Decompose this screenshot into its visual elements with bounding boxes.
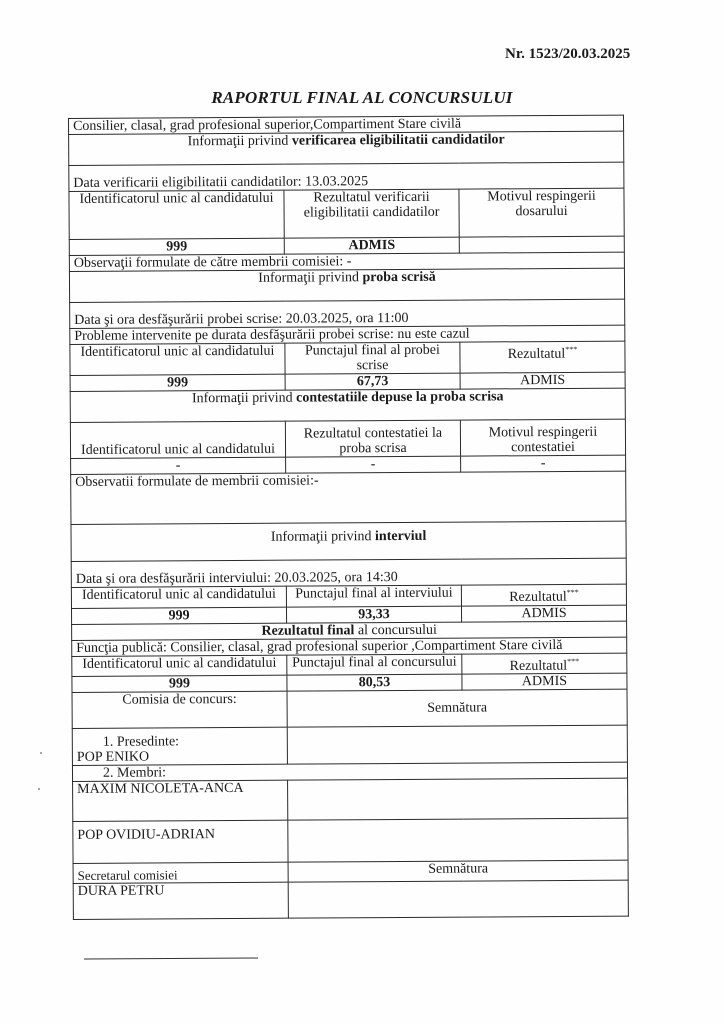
document-number: Nr. 1523/20.03.2025: [505, 46, 631, 62]
members-label: 2. Membri:: [72, 762, 627, 781]
column-header: Identificatorul unic al candidatului: [70, 343, 285, 375]
member-name: POP OVIDIU-ADRIAN: [73, 820, 288, 863]
candidate-id: -: [71, 457, 286, 474]
column-header: Rezultatul***: [461, 584, 626, 606]
secretary-name: DURA PETRU: [73, 882, 288, 919]
column-header: Punctajul final al concursului: [287, 654, 462, 676]
position-line: Consilier, clasal, grad profesional superior,Compartiment Stare civilă: [69, 115, 624, 134]
report-table-container: [68, 115, 628, 921]
candidate-id: 999: [69, 238, 284, 255]
eligibility-date: Data verificarii eligibilitatii candidatilor: 13.03.2025: [69, 162, 624, 191]
final-function-line: Funcţia publică: Consilier, clasal, grad profesional superior ,Compartiment Stare civilă: [72, 637, 627, 656]
interview-date: Data şi ora desfăşurării interviului: 20.03.2025, ora 14:30: [71, 558, 626, 587]
interview-score: 93,33: [286, 606, 461, 623]
report-table: [68, 115, 629, 921]
eligibility-result: ADMIS: [284, 237, 459, 254]
column-header: Punctajul final al interviului: [286, 585, 461, 607]
secretary-label: Secretarul comisiei: [73, 862, 288, 883]
member-signature: [288, 778, 628, 820]
column-header: Rezultatul contestatiei la proba scrisa: [285, 420, 460, 457]
column-header: Identificatorul unic al candidatului: [71, 586, 286, 608]
candidate-id: 999: [71, 607, 286, 624]
member-signature: [288, 818, 628, 862]
eligibility-observations: Observaţii formulate de către membrii comisiei: -: [69, 252, 624, 271]
final-score: 80,53: [287, 674, 462, 691]
section-heading-final: Rezultatul final al concursului: [72, 621, 627, 640]
appeals-observations: Observatii formulate de membrii comisiei:-: [71, 471, 626, 524]
final-result: ADMIS: [462, 673, 627, 690]
written-test-problems: Probleme intervenite pe durata desfăşurării probei scrise: nu este cazul: [70, 325, 625, 344]
candidate-id: 999: [72, 675, 287, 692]
interview-result: ADMIS: [461, 605, 626, 622]
rejection-reason: [459, 236, 624, 253]
scan-speck: [40, 752, 42, 754]
section-heading-appeals: Informaţii privind contestatiile depuse la proba scrisa: [70, 388, 625, 422]
page-title: RAPORTUL FINAL AL CONCURSULUI: [211, 88, 513, 107]
secretary-signature: [288, 880, 628, 918]
section-heading-written-test: Informaţii privind proba scrisă: [69, 268, 624, 302]
written-test-score: 67,73: [285, 373, 460, 390]
column-header: Rezultatul***: [460, 341, 625, 373]
column-header: Rezultatul***: [462, 653, 627, 675]
column-header: Punctajul final al probei scrise: [285, 342, 460, 374]
column-header: Identificatorul unic al candidatului: [69, 190, 284, 239]
column-header: Motivul respingerii contestatiei: [460, 419, 625, 456]
written-test-result: ADMIS: [460, 372, 625, 389]
signature-label: Semnătura: [287, 689, 627, 727]
president-cell: [72, 727, 287, 765]
commission-label: Comisia de concurs:: [72, 691, 287, 728]
section-heading-eligibility: Informaţii privind verificarea eligibilitatii candidatilor: [69, 131, 624, 165]
column-header: Motivul respingerii dosarului: [459, 188, 624, 237]
column-header: Identificatorul unic al candidatului: [70, 421, 285, 458]
appeal-result: -: [286, 456, 461, 473]
column-header: Rezultatul verificarii eligibilitatii candidatilor: [284, 189, 459, 238]
president-label: 1. Presedinte:: [102, 734, 180, 751]
written-test-date: Data şi ora desfăşurării probei scrise: 20.03.2025, ora 11:00: [70, 299, 625, 328]
column-header: Identificatorul unic al candidatului: [72, 655, 287, 677]
section-heading-interview: Informaţii privind interviul: [71, 521, 626, 561]
appeal-rejection-reason: -: [461, 455, 626, 472]
president-name: POP ENIKO: [76, 749, 150, 766]
secretary-signature-label: Semnătura: [288, 860, 628, 882]
scan-speck: [38, 788, 40, 790]
member-name: MAXIM NICOLETA-ANCA: [73, 780, 288, 821]
footnote-separator: [84, 958, 258, 960]
president-signature: [287, 725, 627, 764]
candidate-id: 999: [70, 374, 285, 391]
